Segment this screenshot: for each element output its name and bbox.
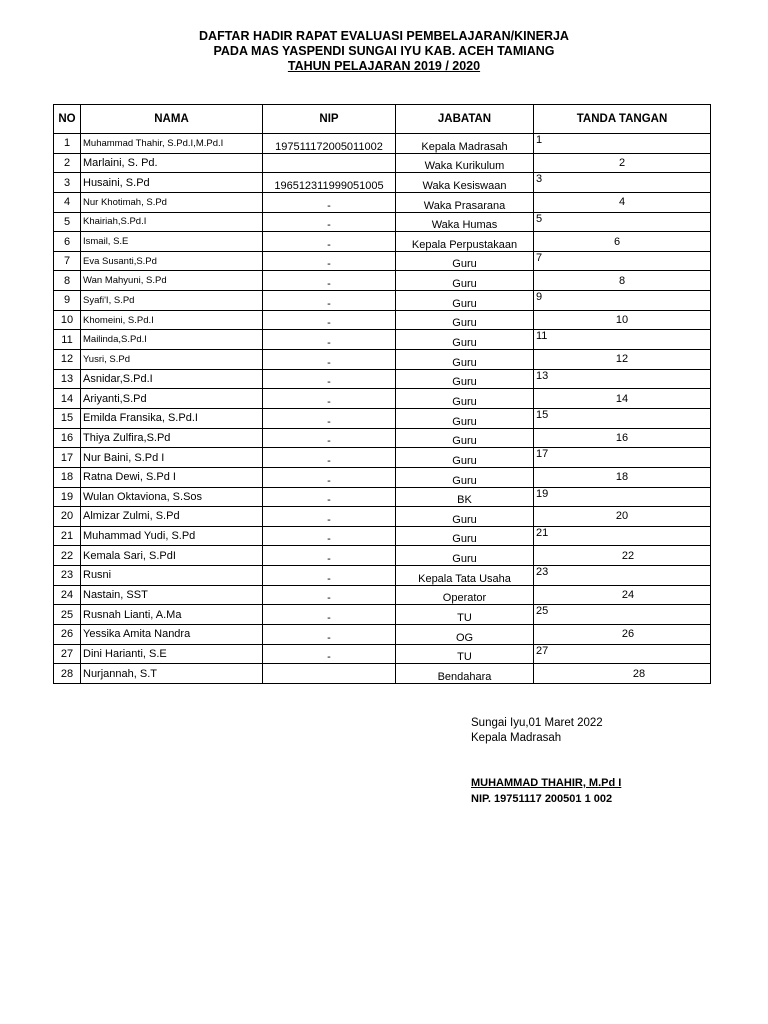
row-signature-number xyxy=(534,664,711,684)
row-number: 5 xyxy=(54,212,81,232)
row-nip: - xyxy=(263,232,396,252)
row-nip: - xyxy=(263,507,396,527)
row-jabatan: Guru xyxy=(396,507,534,527)
table-row xyxy=(54,232,711,252)
row-name: Ratna Dewi, S.Pd I xyxy=(81,467,263,487)
row-nip: - xyxy=(263,448,396,468)
row-number: 7 xyxy=(54,251,81,271)
row-signature-number: 7 xyxy=(534,251,711,271)
row-jabatan: Guru xyxy=(396,369,534,389)
row-signature-number xyxy=(534,625,711,645)
table-row xyxy=(54,585,711,605)
table-row xyxy=(54,664,711,684)
table-row xyxy=(54,310,711,330)
row-nip xyxy=(263,664,396,684)
row-signature-number xyxy=(534,232,711,252)
signature-number-label: 26 xyxy=(621,628,635,641)
table-row xyxy=(54,546,711,566)
row-name: Nurjannah, S.T xyxy=(81,664,263,684)
title-line-2: PADA MAS YASPENDI SUNGAI IYU KAB. ACEH TAMIANG xyxy=(213,44,555,58)
row-name: Rusnah Lianti, A.Ma xyxy=(81,605,263,625)
row-jabatan: BK xyxy=(396,487,534,507)
table-row xyxy=(54,153,711,173)
row-number: 25 xyxy=(54,605,81,625)
row-jabatan: Guru xyxy=(396,546,534,566)
row-jabatan: Operator xyxy=(396,585,534,605)
row-nip: - xyxy=(263,625,396,645)
signature-number-label: 20 xyxy=(615,510,629,523)
table-row xyxy=(54,507,711,527)
row-name: Thiya Zulfira,S.Pd xyxy=(81,428,263,448)
row-name: Yessika Amita Nandra xyxy=(81,625,263,645)
table-row xyxy=(54,526,711,546)
signature-number-label: 2 xyxy=(618,156,626,169)
row-signature-number xyxy=(534,271,711,291)
row-number: 8 xyxy=(54,271,81,291)
row-name: Yusri, S.Pd xyxy=(81,350,263,370)
table-row xyxy=(54,605,711,625)
row-number: 18 xyxy=(54,467,81,487)
table-row xyxy=(54,192,711,212)
table-body xyxy=(54,134,711,684)
row-jabatan: Guru xyxy=(396,251,534,271)
signature-number-label: 28 xyxy=(632,667,646,680)
row-signature-number: 17 xyxy=(534,448,711,468)
row-number: 1 xyxy=(54,134,81,154)
row-nip: - xyxy=(263,369,396,389)
signature-number-label: 8 xyxy=(618,274,626,287)
row-nip: - xyxy=(263,330,396,350)
table-row xyxy=(54,369,711,389)
row-number: 19 xyxy=(54,487,81,507)
table-row xyxy=(54,330,711,350)
row-signature-number xyxy=(534,585,711,605)
row-jabatan: Guru xyxy=(396,408,534,428)
row-number: 14 xyxy=(54,389,81,409)
row-name: Ariyanti,S.Pd xyxy=(81,389,263,409)
row-jabatan: Guru xyxy=(396,330,534,350)
row-number: 3 xyxy=(54,173,81,193)
row-name: Muhammad Thahir, S.Pd.I,M.Pd.I xyxy=(81,134,263,154)
table-row xyxy=(54,212,711,232)
signature-number-label: 24 xyxy=(621,589,635,602)
table-row xyxy=(54,389,711,409)
signature-number-label: 4 xyxy=(618,196,626,209)
row-jabatan: Guru xyxy=(396,448,534,468)
row-signature-number xyxy=(534,389,711,409)
row-name: Nastain, SST xyxy=(81,585,263,605)
row-signature-number xyxy=(534,428,711,448)
table-row xyxy=(54,291,711,311)
row-signature-number: 11 xyxy=(534,330,711,350)
row-name: Wulan Oktaviona, S.Sos xyxy=(81,487,263,507)
row-signature-number: 21 xyxy=(534,526,711,546)
row-jabatan: Guru xyxy=(396,467,534,487)
row-number: 4 xyxy=(54,192,81,212)
row-signature-number xyxy=(534,153,711,173)
row-nip xyxy=(263,153,396,173)
signature-number-label: 10 xyxy=(615,314,629,327)
row-number: 26 xyxy=(54,625,81,645)
signature-number-label: 16 xyxy=(615,431,629,444)
row-nip: - xyxy=(263,428,396,448)
row-name: Mailinda,S.Pd.I xyxy=(81,330,263,350)
row-jabatan: Guru xyxy=(396,291,534,311)
row-signature-number: 3 xyxy=(534,173,711,193)
row-signature-number xyxy=(534,192,711,212)
row-name: Husaini, S.Pd xyxy=(81,173,263,193)
signature-block xyxy=(471,716,603,746)
row-name: Asnidar,S.Pd.I xyxy=(81,369,263,389)
row-name: Rusni xyxy=(81,566,263,586)
column-header-tanda-tangan: TANDA TANGAN xyxy=(534,105,711,134)
signatory-name: MUHAMMAD THAHIR, M.Pd I xyxy=(471,777,622,789)
row-name: Khairiah,S.Pd.I xyxy=(81,212,263,232)
signature-number-label: 22 xyxy=(621,549,635,562)
row-number: 15 xyxy=(54,408,81,428)
row-signature-number: 23 xyxy=(534,566,711,586)
signature-position: Kepala Madrasah xyxy=(471,732,562,744)
row-jabatan: Waka Prasarana xyxy=(396,192,534,212)
row-number: 17 xyxy=(54,448,81,468)
row-name: Nur Baini, S.Pd I xyxy=(81,448,263,468)
row-number: 9 xyxy=(54,291,81,311)
table-row xyxy=(54,487,711,507)
row-nip: 196512311999051005 xyxy=(263,173,396,193)
title-line-3: TAHUN PELAJARAN 2019 / 2020 xyxy=(287,59,481,73)
row-name: Ismail, S.E xyxy=(81,232,263,252)
row-nip: - xyxy=(263,585,396,605)
row-nip: - xyxy=(263,467,396,487)
row-signature-number: 13 xyxy=(534,369,711,389)
row-number: 2 xyxy=(54,153,81,173)
row-nip: - xyxy=(263,644,396,664)
row-number: 21 xyxy=(54,526,81,546)
row-signature-number: 27 xyxy=(534,644,711,664)
row-jabatan: Waka Kurikulum xyxy=(396,153,534,173)
row-nip: - xyxy=(263,526,396,546)
signatory-nip: NIP. 19751117 200501 1 002 xyxy=(471,793,613,805)
document-title xyxy=(0,29,768,74)
row-number: 10 xyxy=(54,310,81,330)
row-number: 24 xyxy=(54,585,81,605)
row-nip: 197511172005011002 xyxy=(263,134,396,154)
row-jabatan: Guru xyxy=(396,271,534,291)
row-nip: - xyxy=(263,212,396,232)
row-name: Dini Harianti, S.E xyxy=(81,644,263,664)
row-name: Khomeini, S.Pd.I xyxy=(81,310,263,330)
row-signature-number xyxy=(534,467,711,487)
row-signature-number: 25 xyxy=(534,605,711,625)
row-name: Muhammad Yudi, S.Pd xyxy=(81,526,263,546)
table-row xyxy=(54,625,711,645)
row-jabatan: Kepala Tata Usaha xyxy=(396,566,534,586)
title-line-1: DAFTAR HADIR RAPAT EVALUASI PEMBELAJARAN/KINERJA xyxy=(199,29,569,43)
table-row xyxy=(54,644,711,664)
row-name: Marlaini, S. Pd. xyxy=(81,153,263,173)
row-jabatan: TU xyxy=(396,605,534,625)
row-number: 11 xyxy=(54,330,81,350)
row-nip: - xyxy=(263,350,396,370)
row-jabatan: Kepala Madrasah xyxy=(396,134,534,154)
row-name: Eva Susanti,S.Pd xyxy=(81,251,263,271)
row-nip: - xyxy=(263,605,396,625)
table-row xyxy=(54,467,711,487)
table-row xyxy=(54,408,711,428)
row-nip: - xyxy=(263,546,396,566)
table-row xyxy=(54,566,711,586)
row-jabatan: Guru xyxy=(396,389,534,409)
table-header-row xyxy=(54,105,711,134)
signature-number-label: 6 xyxy=(613,235,621,248)
row-signature-number: 9 xyxy=(534,291,711,311)
row-signature-number: 19 xyxy=(534,487,711,507)
row-jabatan: TU xyxy=(396,644,534,664)
row-name: Kemala Sari, S.PdI xyxy=(81,546,263,566)
signature-place-date: Sungai Iyu,01 Maret 2022 xyxy=(471,717,603,729)
row-nip: - xyxy=(263,310,396,330)
row-signature-number: 1 xyxy=(534,134,711,154)
column-header-nama: NAMA xyxy=(81,105,263,134)
attendance-table xyxy=(53,104,711,684)
row-jabatan: Waka Kesiswaan xyxy=(396,173,534,193)
row-jabatan: Guru xyxy=(396,526,534,546)
row-jabatan: Kepala Perpustakaan xyxy=(396,232,534,252)
row-jabatan: Guru xyxy=(396,428,534,448)
row-jabatan: OG xyxy=(396,625,534,645)
column-header-jabatan: JABATAN xyxy=(396,105,534,134)
column-header-no: NO xyxy=(54,105,81,134)
table-row xyxy=(54,134,711,154)
row-number: 22 xyxy=(54,546,81,566)
table-row xyxy=(54,271,711,291)
row-number: 23 xyxy=(54,566,81,586)
row-nip: - xyxy=(263,487,396,507)
table-row xyxy=(54,251,711,271)
row-jabatan: Guru xyxy=(396,310,534,330)
row-number: 12 xyxy=(54,350,81,370)
table-row xyxy=(54,428,711,448)
row-name: Emilda Fransika, S.Pd.I xyxy=(81,408,263,428)
row-signature-number xyxy=(534,546,711,566)
row-jabatan: Waka Humas xyxy=(396,212,534,232)
row-nip: - xyxy=(263,408,396,428)
signature-number-label: 12 xyxy=(615,353,629,366)
column-header-nip: NIP xyxy=(263,105,396,134)
row-number: 13 xyxy=(54,369,81,389)
row-name: Almizar Zulmi, S.Pd xyxy=(81,507,263,527)
table-row xyxy=(54,173,711,193)
table-row xyxy=(54,350,711,370)
row-signature-number: 5 xyxy=(534,212,711,232)
row-signature-number: 15 xyxy=(534,408,711,428)
row-number: 28 xyxy=(54,664,81,684)
row-signature-number xyxy=(534,507,711,527)
row-nip: - xyxy=(263,566,396,586)
row-number: 6 xyxy=(54,232,81,252)
row-number: 27 xyxy=(54,644,81,664)
row-signature-number xyxy=(534,350,711,370)
row-name: Wan Mahyuni, S.Pd xyxy=(81,271,263,291)
row-name: Syafi'I, S.Pd xyxy=(81,291,263,311)
signature-number-label: 14 xyxy=(615,392,629,405)
row-nip: - xyxy=(263,251,396,271)
row-nip: - xyxy=(263,192,396,212)
row-jabatan: Guru xyxy=(396,350,534,370)
signature-number-label: 18 xyxy=(615,471,629,484)
table-row xyxy=(54,448,711,468)
row-nip: - xyxy=(263,271,396,291)
row-number: 20 xyxy=(54,507,81,527)
row-jabatan: Bendahara xyxy=(396,664,534,684)
row-signature-number xyxy=(534,310,711,330)
row-number: 16 xyxy=(54,428,81,448)
row-nip: - xyxy=(263,389,396,409)
row-nip: - xyxy=(263,291,396,311)
row-name: Nur Khotimah, S.Pd xyxy=(81,192,263,212)
